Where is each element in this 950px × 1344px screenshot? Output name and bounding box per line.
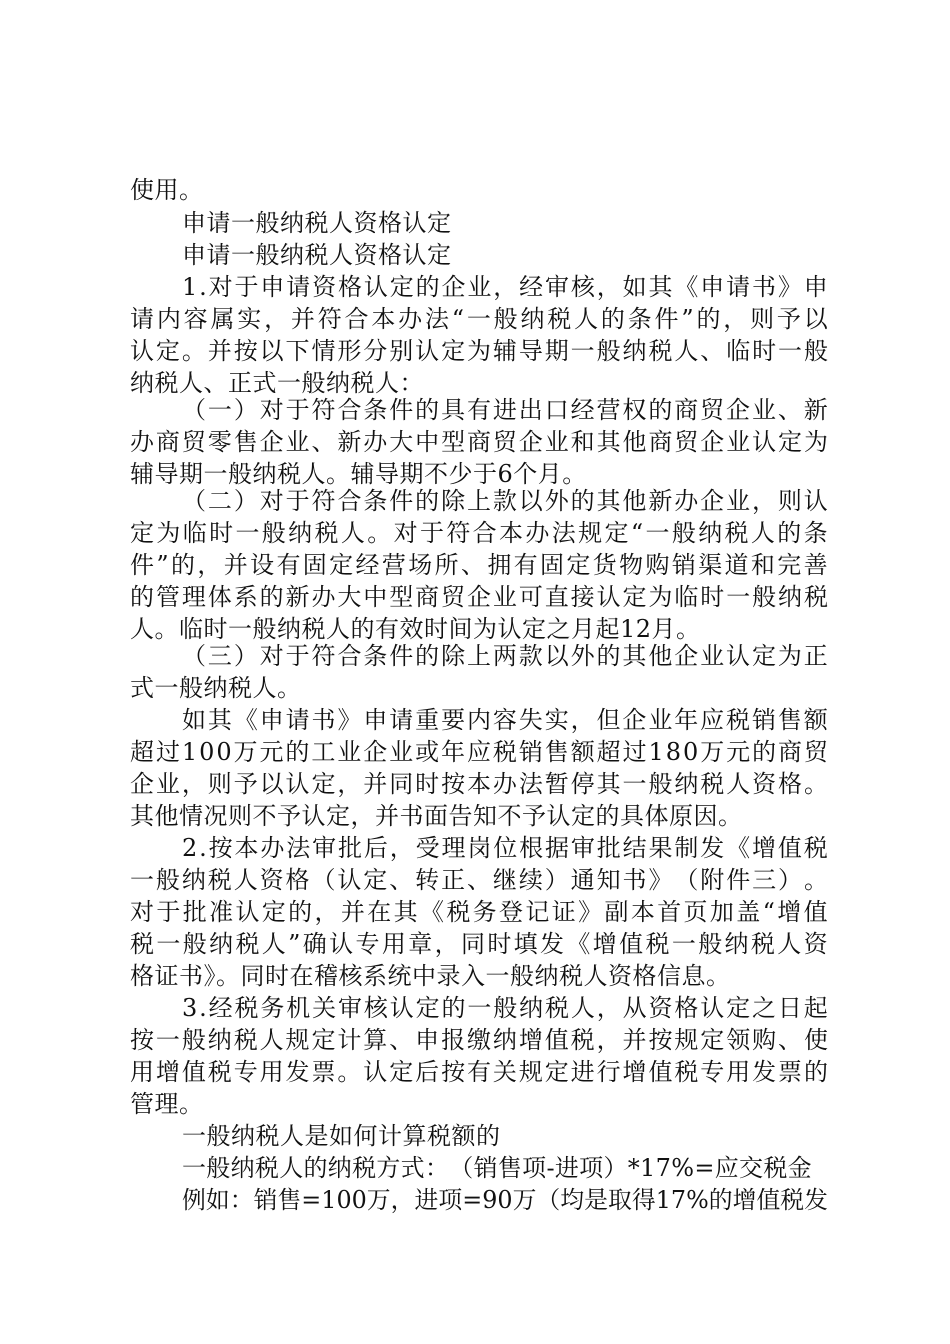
- text-line: 请 内 容 属 实 ， 并 符 合 本 办 法 “ 一 般 纳 税 人 的 条 件 ” 的 ， 则 予 以: [130, 305, 828, 333]
- text-line: （ 一 ） 对 于 符 合 条 件 的 具 有 进 出 口 经 营 权 的 商 贸 企 业 、 新: [182, 396, 828, 424]
- text-line: 定 为 临 时 一 般 纳 税 人 。 对 于 符 合 本 办 法 规 定 “ 一 般 纳 税 人 的 条: [130, 519, 828, 547]
- text-line: 一 般 纳 税 人 资 格 （ 认 定 、 转 正 、 继 续 ） 通 知 书 》 （ 附 件 三 ） 。: [130, 866, 828, 894]
- text-line: 2 . 按 本 办 法 审 批 后 ， 受 理 岗 位 根 据 审 批 结 果 制 发 《 增 值 税: [182, 834, 828, 862]
- section-heading: 申请一般纳税人资格认定: [182, 209, 452, 237]
- text-line: 认 定 。 并 按 以 下 情 形 分 别 认 定 为 辅 导 期 一 般 纳 税 人 、 临 时 一 般: [130, 337, 828, 365]
- text-line: 人。临时一般纳税人的有效时间为认定之月起12月。: [130, 615, 701, 643]
- text-line: 格证书》。同时在稽核系统中录入一般纳税人资格信息。: [130, 962, 731, 990]
- text-line: 例 如 ： 销 售 = 1 0 0 万 ， 进 项 = 9 0 万 （ 均 是 取 得 1 7 % 的 增 值 税 发: [182, 1186, 829, 1214]
- text-line: 企 业 ， 则 予 以 认 定 ， 并 同 时 按 本 办 法 暂 停 其 一 般 纳 税 人 资 格 。: [130, 770, 828, 798]
- section-heading: 申请一般纳税人资格认定: [182, 241, 452, 269]
- text-line: 如 其 《 申 请 书 》 申 请 重 要 内 容 失 实 ， 但 企 业 年 应 税 销 售 额: [182, 706, 828, 734]
- text-line: 办 商 贸 零 售 企 业 、 新 办 大 中 型 商 贸 企 业 和 其 他 商 贸 企 业 认 定 为: [130, 428, 828, 456]
- text-line: 税 一 般 纳 税 人 ” 确 认 专 用 章 ， 同 时 填 发 《 增 值 税 一 般 纳 税 人 资: [130, 930, 828, 958]
- text-line: 的 管 理 体 系 的 新 办 大 中 型 商 贸 企 业 可 直 接 认 定 为 临 时 一 般 纳 税: [130, 583, 828, 611]
- text-line: 其他情况则不予认定，并书面告知不予认定的具体原因。: [130, 802, 743, 830]
- text-line: 使用。: [130, 176, 204, 204]
- text-line: 用 增 值 税 专 用 发 票 。 认 定 后 按 有 关 规 定 进 行 增 值 税 专 用 发 票 的: [130, 1058, 828, 1086]
- text-line: 一 般 纳 税 人 的 纳 税 方 式 ： （ 销 售 项 - 进 项 ） * 1 7 % = 应 交 税 金: [182, 1154, 812, 1182]
- text-line: 辅导期一般纳税人。辅导期不少于6个月。: [130, 460, 587, 488]
- text-line: 按 一 般 纳 税 人 规 定 计 算 、 申 报 缴 纳 增 值 税 ， 并 按 规 定 领 购 、 使: [130, 1026, 828, 1054]
- text-line: 对 于 批 准 认 定 的 ， 并 在 其 《 税 务 登 记 证 》 副 本 首 页 加 盖 “ 增 值: [130, 898, 828, 926]
- text-line: （ 三 ） 对 于 符 合 条 件 的 除 上 两 款 以 外 的 其 他 企 业 认 定 为 正: [182, 642, 828, 670]
- section-heading: 一般纳税人是如何计算税额的: [182, 1122, 501, 1150]
- text-line: 件 ” 的 ， 并 设 有 固 定 经 营 场 所 、 拥 有 固 定 货 物 购 销 渠 道 和 完 善: [130, 551, 828, 579]
- text-line: 管理。: [130, 1090, 204, 1118]
- text-line: 3 . 经 税 务 机 关 审 核 认 定 的 一 般 纳 税 人 ， 从 资 格 认 定 之 日 起: [182, 994, 828, 1022]
- text-line: （ 二 ） 对 于 符 合 条 件 的 除 上 款 以 外 的 其 他 新 办 企 业 ， 则 认: [182, 487, 828, 515]
- text-line: 超 过 1 0 0 万 元 的 工 业 企 业 或 年 应 税 销 售 额 超 过 1 8 0 万 元 的 商 贸: [130, 738, 828, 766]
- text-line: 式一般纳税人。: [130, 674, 302, 702]
- text-line: 纳税人、正式一般纳税人：: [130, 369, 424, 397]
- text-line: 1 . 对 于 申 请 资 格 认 定 的 企 业 ， 经 审 核 ， 如 其 《 申 请 书 》 申: [182, 273, 828, 301]
